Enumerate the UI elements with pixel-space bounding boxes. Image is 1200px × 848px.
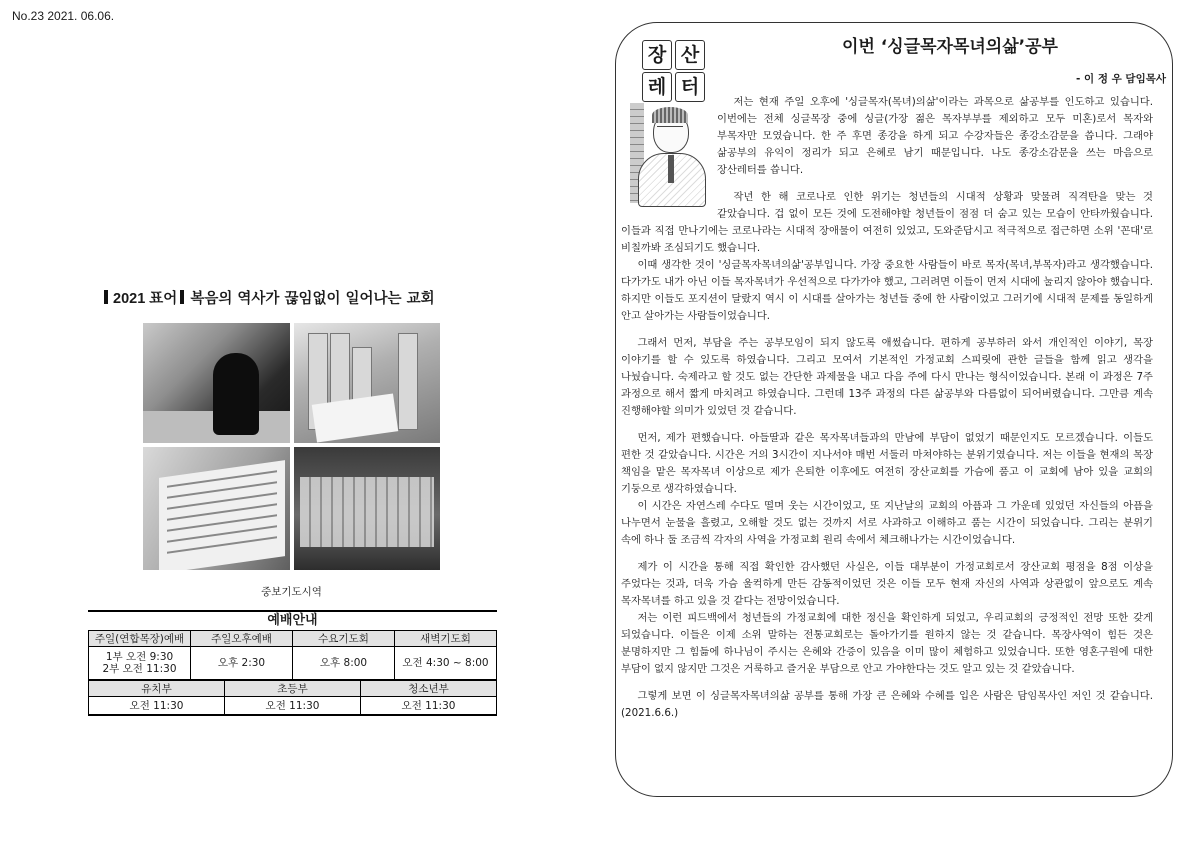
letter-author: - 이 정 우 담임목사 (1076, 73, 1166, 85)
letter-paragraph: 저는 현재 주일 오후에 '싱글목자(목녀)의삶'이라는 과목으로 삶공부를 인도하고 있습니다. 이번에는 전체 싱글목장 중에 싱글(가장 젊은 목자부부를 제외하고 모두 미혼)로서 목자와 부목자만 모였습니다. 한 주 후면 종강을 하게 되고 수강자들은 종강소감문을 씁니다. 그래야 삶공부의 유익이 정리가 되고 은혜로 남기 때문입니다. 나도 종강소감문을 쓰는 마음으로 장산레터를 씁니다. (717, 96, 1153, 176)
department-time: 오전 11:30 (225, 697, 361, 716)
photo-binder (398, 333, 418, 430)
photo-person (213, 353, 259, 435)
photo-person-praying (143, 323, 290, 443)
worship-header: 새벽기도회 (395, 631, 497, 647)
letter-paragraph: 그래서 먼저, 부담을 주는 공부모임이 되지 않도록 애썼습니다. 편하게 공부하러 와서 개인적인 이야기, 목장 이야기를 할 수 있도록 하였습니다. 그리고 모여서 기본적인 가정교회 스피릿에 관한 글들을 함께 읽고 생각을 나눴습니다. 숙제라고 할 것도 없는 간단한 과제물을 내고 다음 주에 다시 만나는 형식이었습니다. 본래 이 과정은 7주 과정으로 해서 짧게 마치려고 하였습니다. 그런데 13주 과정의 다른 삶공부와 다름없이 되어버렸습니다. 그만큼 계속 진행해야할 의미가 있었던 것 같습니다. (621, 337, 1153, 417)
worship-time-second: 2부 오전 11:30 (102, 663, 177, 675)
church-motto (104, 287, 504, 308)
department-time: 오전 11:30 (361, 697, 497, 716)
title-badge: 산 (675, 40, 705, 70)
letter-paragraph: 그렇게 보면 이 싱글목자목녀의삶 공부를 통해 가장 큰 은혜와 수혜를 입은 사람은 담임목사인 저인 것 같습니다.(2021.6.6.) (621, 690, 1153, 719)
worship-guide (88, 610, 497, 716)
motto-year: 2021 표어 (113, 291, 178, 307)
photo-collage (143, 323, 440, 570)
letter-paragraph: 작년 한 해 코로나로 인한 위기는 청년들의 시대적 상황과 맞물려 직격탄을 맞는 것 같았습니다. 겁 없이 모든 것에 도전해야할 청년들이 점점 더 숨고 있는 모습이 안타까웠습니다. 이들과 직접 만나기에는 코로나라는 시대적 장애물이 여전히 있었고, 도와준답시고 적극적으로 접근하면 소위 '꼰대'로 비칠까봐 조심되기도 했습니다. (621, 191, 1153, 254)
department-header: 청소년부 (361, 681, 497, 697)
letter-paragraph: 이때 생각한 것이 '싱글목자목녀의삶'공부입니다. 가장 중요한 사람들이 바로 목자(목녀,부목자)라고 생각했습니다. 다가가도 내가 아닌 이들 목자목녀가 우선적으로 다가가야 했고, 그러려면 이들이 먼저 시대에 눌리지 않아야 했습니다. 하지만 이들도 포지션이 달랐지 역시 이 시대를 살아가는 청년들 중에 한 사람이었고 그러기에 시대적 문제를 동일하게 안고 살아가는 사람들이었습니다. (621, 259, 1153, 322)
letter-title: 이번 ‘싱글목자목녀의삶’공부 (842, 37, 1058, 57)
motto-bar-left (104, 290, 108, 304)
letter-paragraph: 저는 이런 피드백에서 청년들의 가정교회에 대한 정신을 확인하게 되었고, 우리교회의 긍정적인 전망 또한 갖게 되었습니다. 이들은 이제 소위 말하는 전통교회로는 돌아가기를 원하지 않는 것 같습니다. 목장사역이 힘든 것은 분명하지만 그 힘듦에 하나님이 주시는 은혜와 간증이 있음을 이미 많이 체험하고 있었습니다. 또한 영혼구원에 대한 부담이 없지 않지만 그것은 거룩하고 즐거운 부담으로 안고 가야한다는 것도 알고 있는 것 같았습니다. (621, 612, 1153, 675)
title-badge: 레 (642, 72, 672, 102)
photo-wall-notes (300, 477, 434, 547)
photo-sign-board (159, 460, 285, 570)
department-time: 오전 11:30 (89, 697, 225, 716)
motto-bar-right (180, 290, 184, 304)
worship-time: 오후 2:30 (191, 647, 293, 680)
title-badge: 장 (642, 40, 672, 70)
department-header: 초등부 (225, 681, 361, 697)
motto-text: 복음의 역사가 끊임없이 일어나는 교회 (190, 291, 435, 307)
worship-table (88, 630, 497, 680)
letter-paragraph: 먼저, 제가 편했습니다. 아들딸과 같은 목자목녀들과의 만남에 부담이 없었기 때문인지도 모르겠습니다. 이들도 편한 것 같았습니다. 시간은 거의 3시간이 지나서야 매번 서둘러 마쳐야하는 분위기였습니다. 저는 이들을 현재의 목장 책임을 맡은 목자목녀 이상으로 제가 은퇴한 이후에도 여전히 장산교회를 가슴에 품고 이 교회에 남아 있을 교회의 기둥으로 생각하였습니다. (621, 432, 1153, 495)
worship-time: 오전 4:30 ~ 8:00 (395, 647, 497, 680)
department-table (88, 680, 497, 716)
photo-prayer-wall (294, 447, 440, 570)
photo-scripture-sign (143, 447, 290, 570)
worship-header: 수요기도회 (293, 631, 395, 647)
issue-line: No.23 2021. 06.06. (12, 9, 115, 23)
department-header: 유치부 (89, 681, 225, 697)
worship-header: 주일(연합목장)예배 (89, 631, 191, 647)
letter-paragraph: 이 시간은 자연스레 수다도 떨며 웃는 시간이었고, 또 지난날의 교회의 아픔과 그 가운데 있었던 자신들의 아픔을 나누면서 눈물을 흘렸고, 오해할 것도 없는 것까지 서로 사과하고 이해하고 품는 시간이 되었습니다. 그리는 분위기 속에 하나 둘 조금씩 각자의 사역을 가정교회 원리 속에서 체크해나가는 시간이었습니다. (621, 500, 1153, 546)
letter-body (621, 94, 1153, 732)
photo-caption: 중보기도시역 (261, 586, 322, 598)
title-badge: 터 (675, 72, 705, 102)
worship-time: 오후 8:00 (293, 647, 395, 680)
worship-time-first: 1부 오전 9:30 (105, 651, 174, 663)
letter-paragraph: 제가 이 시간을 통해 직접 확인한 감사했던 사실은, 이들 대부분이 가정교회로서 장산교회 평점을 8점 이상을 주었다는 것과, 더욱 가슴 울컥하게 만든 감동적이었던 것은 이들 모두 현재 자신의 사역과 상관없이 앞으로도 계속 목자목녀를 하고 있을 것 같다는 전망이었습니다. (621, 561, 1153, 607)
worship-title: 예배안내 (88, 610, 497, 630)
worship-time (89, 647, 191, 680)
worship-header: 주일오후예배 (191, 631, 293, 647)
photo-prayer-binders (294, 323, 440, 443)
